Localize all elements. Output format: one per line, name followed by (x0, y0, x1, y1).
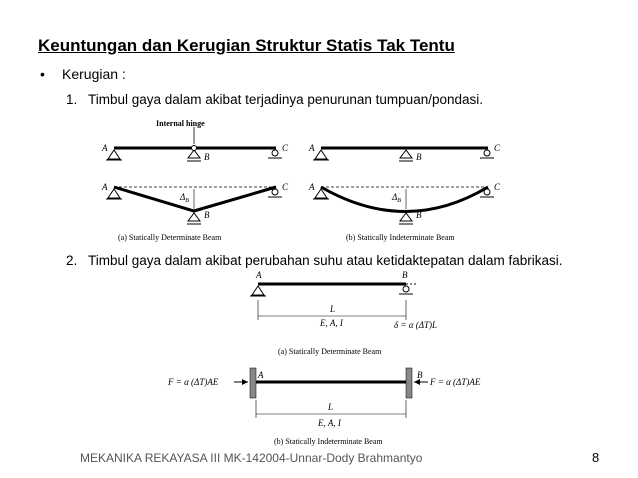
list-item-number: 1. (66, 92, 78, 107)
label-a: A (258, 370, 264, 380)
indeterminate-beam-deformed (308, 182, 501, 224)
indeterminate-beam-undeformed (308, 143, 501, 162)
delta-b-label: $\Delta_B$ (180, 192, 189, 204)
list-item-number: 2. (66, 253, 78, 268)
list-item-text: Timbul gaya dalam akibat perubahan suhu atau ketidaktepatan dalam fabrikasi. (88, 253, 563, 268)
beam-properties: E, A, I (318, 418, 341, 428)
caption-determinate: (a) Statically Determinate Beam (278, 347, 382, 356)
label-b: B (416, 210, 422, 220)
temperature-figure (160, 268, 490, 448)
list-item-1 (66, 90, 483, 109)
caption-indeterminate: (b) Statically Indeterminate Beam (274, 437, 383, 446)
force-right: F = α (ΔT)AE (430, 377, 481, 387)
beam-properties: E, A, I (320, 318, 343, 328)
internal-hinge-label: Internal hinge (156, 119, 205, 128)
label-b: B (417, 370, 423, 380)
dimension-l: L (330, 304, 336, 314)
page-number: 8 (592, 450, 600, 465)
bullet-dot-icon: • (40, 66, 45, 82)
label-c: C (282, 143, 289, 153)
label-b: B (416, 152, 422, 162)
caption-indeterminate: (b) Statically Indeterminate Beam (346, 233, 455, 242)
dimension-l: L (328, 402, 334, 412)
indeterminate-beam-thermal (167, 368, 481, 446)
settlement-figure (96, 114, 516, 246)
force-left: F = α (ΔT)AE (168, 377, 219, 387)
label-c: C (282, 182, 289, 192)
delta-b-label: $\Delta_B$ (392, 192, 401, 204)
label-c: C (494, 143, 501, 153)
label-a: A (102, 182, 108, 192)
label-c: C (494, 182, 501, 192)
slide-title: Keuntungan dan Kerugian Struktur Statis Tak Tentu (38, 36, 455, 55)
bullet-label: Kerugian : (62, 66, 126, 82)
label-a: A (309, 182, 315, 192)
footer-text: MEKANIKA REKAYASA III MK-142004-Unnar-Dody Brahmantyo (80, 451, 423, 465)
list-item-text: Timbul gaya dalam akibat terjadinya penurunan tumpuan/pondasi. (88, 92, 484, 107)
determinate-beam-undeformed (101, 119, 289, 162)
determinate-beam-thermal (250, 270, 437, 356)
bullet-kerugian (40, 66, 126, 82)
label-a: A (309, 143, 315, 153)
label-b: B (402, 270, 408, 280)
label-a: A (256, 270, 262, 280)
determinate-beam-deformed (101, 182, 289, 224)
delta-expression: δ = α (ΔT)L (394, 320, 438, 330)
label-b: B (204, 152, 210, 162)
label-b: B (204, 210, 210, 220)
caption-determinate: (a) Statically Determinate Beam (118, 233, 222, 242)
label-a: A (102, 143, 108, 153)
